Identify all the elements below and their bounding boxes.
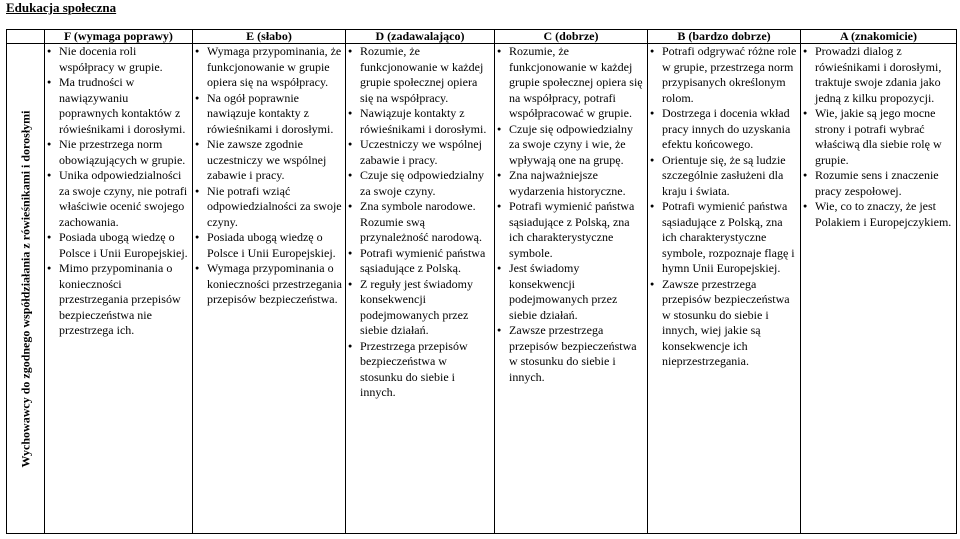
criterion-item: ● Ma trudności w nawiązywaniu poprawnych kontaktów z rówieśnikami i dorosłymi.: [45, 75, 190, 137]
criterion-item: ● Nie przestrzega norm obowiązujących w grupie.: [45, 137, 190, 168]
row-label-cell: [7, 44, 45, 534]
header-grade-d: D (zadawalająco): [346, 30, 495, 44]
row-label: Wychowawcy do zgodnego współdziałania z rówieśnikami i dorosłymi: [18, 109, 32, 468]
criterion-item: ● Posiada ubogą wiedzę o Polsce i Unii Europejskiej.: [193, 230, 343, 261]
criterion-item: ● Dostrzega i docenia wkład pracy innych do uzyskania efektu końcowego.: [648, 106, 798, 153]
criterion-item: ● Zawsze przestrzega przepisów bezpieczeństwa w stosunku do siebie i innych, wiej jakie są konsekwencje ich nieprzestrzegania.: [648, 277, 798, 370]
criteria-cell-e: [193, 44, 346, 534]
criterion-item: ● Czuje się odpowiedzialny za swoje czyny.: [346, 168, 492, 199]
criterion-item: ● Z reguły jest świadomy konsekwencji podejmowanych przez siebie działań.: [346, 277, 492, 339]
criteria-list-b: [648, 44, 800, 370]
header-row: [7, 30, 957, 44]
criterion-item: ● Na ogół poprawnie nawiązuje kontakty z rówieśnikami i dorosłymi.: [193, 91, 343, 138]
criterion-item: ● Zna najważniejsze wydarzenia historyczne.: [495, 168, 645, 199]
criterion-item: ● Orientuje się, że są ludzie szczególnie zasłużeni dla kraju i świata.: [648, 153, 798, 200]
criterion-item: ● Wie, co to znaczy, że jest Polakiem i Europejczykiem.: [801, 199, 954, 230]
criterion-item: ● Nie potrafi wziąć odpowiedzialności za swoje czyny.: [193, 184, 343, 231]
criterion-item: ● Zna symbole narodowe. Rozumie swą przynależność narodową.: [346, 199, 492, 246]
criteria-cell-b: [648, 44, 801, 534]
header-grade-f: F (wymaga poprawy): [45, 30, 193, 44]
criterion-item: ● Wymaga przypominania o konieczności przestrzegania przepisów bezpieczeństwa.: [193, 261, 343, 308]
criterion-item: ● Jest świadomy konsekwencji podejmowanych przez siebie działań.: [495, 261, 645, 323]
criterion-item: ● Prowadzi dialog z rówieśnikami i dorosłymi, traktuje swoje zdania jako jedną z kilku propozycji.: [801, 44, 954, 106]
grading-table: [6, 29, 957, 534]
criterion-item: ● Rozumie sens i znaczenie pracy zespołowej.: [801, 168, 954, 199]
criterion-item: ● Rozumie, że funkcjonowanie w każdej grupie społecznej opiera się na współpracy.: [346, 44, 492, 106]
criterion-item: ● Nie docenia roli współpracy w grupie.: [45, 44, 190, 75]
criterion-item: ● Posiada ubogą wiedzę o Polsce i Unii Europejskiej.: [45, 230, 190, 261]
header-grade-a: A (znakomicie): [801, 30, 957, 44]
header-grade-e: E (słabo): [193, 30, 346, 44]
criteria-list-a: [801, 44, 956, 230]
criteria-cell-d: [346, 44, 495, 534]
criterion-item: ● Potrafi wymienić państwa sąsiadujące z Polską, zna ich charakterystyczne symbole, rozpoznaje flagę i hymn Unii Europejskiej.: [648, 199, 798, 277]
criteria-list-f: [45, 44, 192, 339]
criterion-item: ● Mimo przypominania o konieczności przestrzegania przepisów bezpieczeństwa nie przestrzega ich.: [45, 261, 190, 339]
corner-cell: [7, 30, 45, 44]
criterion-item: ● Wie, jakie są jego mocne strony i potrafi wybrać właściwą dla siebie rolę w grupie.: [801, 106, 954, 168]
criterion-item: ● Przestrzega przepisów bezpieczeństwa w stosunku do siebie i innych.: [346, 339, 492, 401]
criterion-item: ● Zawsze przestrzega przepisów bezpieczeństwa w stosunku do siebie i innych.: [495, 323, 645, 385]
criteria-cell-f: [45, 44, 193, 534]
criterion-item: ● Czuje się odpowiedzialny za swoje czyny i wie, że wpływają one na grupę.: [495, 122, 645, 169]
header-grade-b: B (bardzo dobrze): [648, 30, 801, 44]
criteria-list-c: [495, 44, 647, 385]
criterion-item: ● Unika odpowiedzialności za swoje czyny, nie potrafi właściwie ocenić swojego zachowania.: [45, 168, 190, 230]
criteria-cell-c: [495, 44, 648, 534]
criteria-cell-a: [801, 44, 957, 534]
page-title: Edukacja społeczna: [6, 0, 117, 15]
header-grade-c: C (dobrze): [495, 30, 648, 44]
criterion-item: ● Potrafi odgrywać różne role w grupie, przestrzega norm przypisanych określonym rolom.: [648, 44, 798, 106]
criterion-item: ● Potrafi wymienić państwa sąsiadujące z Polską, zna ich charakterystyczne symbole.: [495, 199, 645, 261]
criteria-list-e: [193, 44, 345, 308]
criterion-item: ● Rozumie, że funkcjonowanie w każdej grupie społecznej opiera się na współpracy, potrafi współpracować w grupie.: [495, 44, 645, 122]
criterion-item: ● Potrafi wymienić państwa sąsiadujące z Polską.: [346, 246, 492, 277]
criterion-item: ● Nawiązuje kontakty z rówieśnikami i dorosłymi.: [346, 106, 492, 137]
criterion-item: ● Nie zawsze zgodnie uczestniczy we wspólnej zabawie i pracy.: [193, 137, 343, 184]
criteria-list-d: [346, 44, 494, 401]
criterion-item: ● Wymaga przypominania, że funkcjonowanie w grupie opiera się na współpracy.: [193, 44, 343, 91]
criteria-row: [7, 44, 957, 534]
criterion-item: ● Uczestniczy we wspólnej zabawie i pracy.: [346, 137, 492, 168]
